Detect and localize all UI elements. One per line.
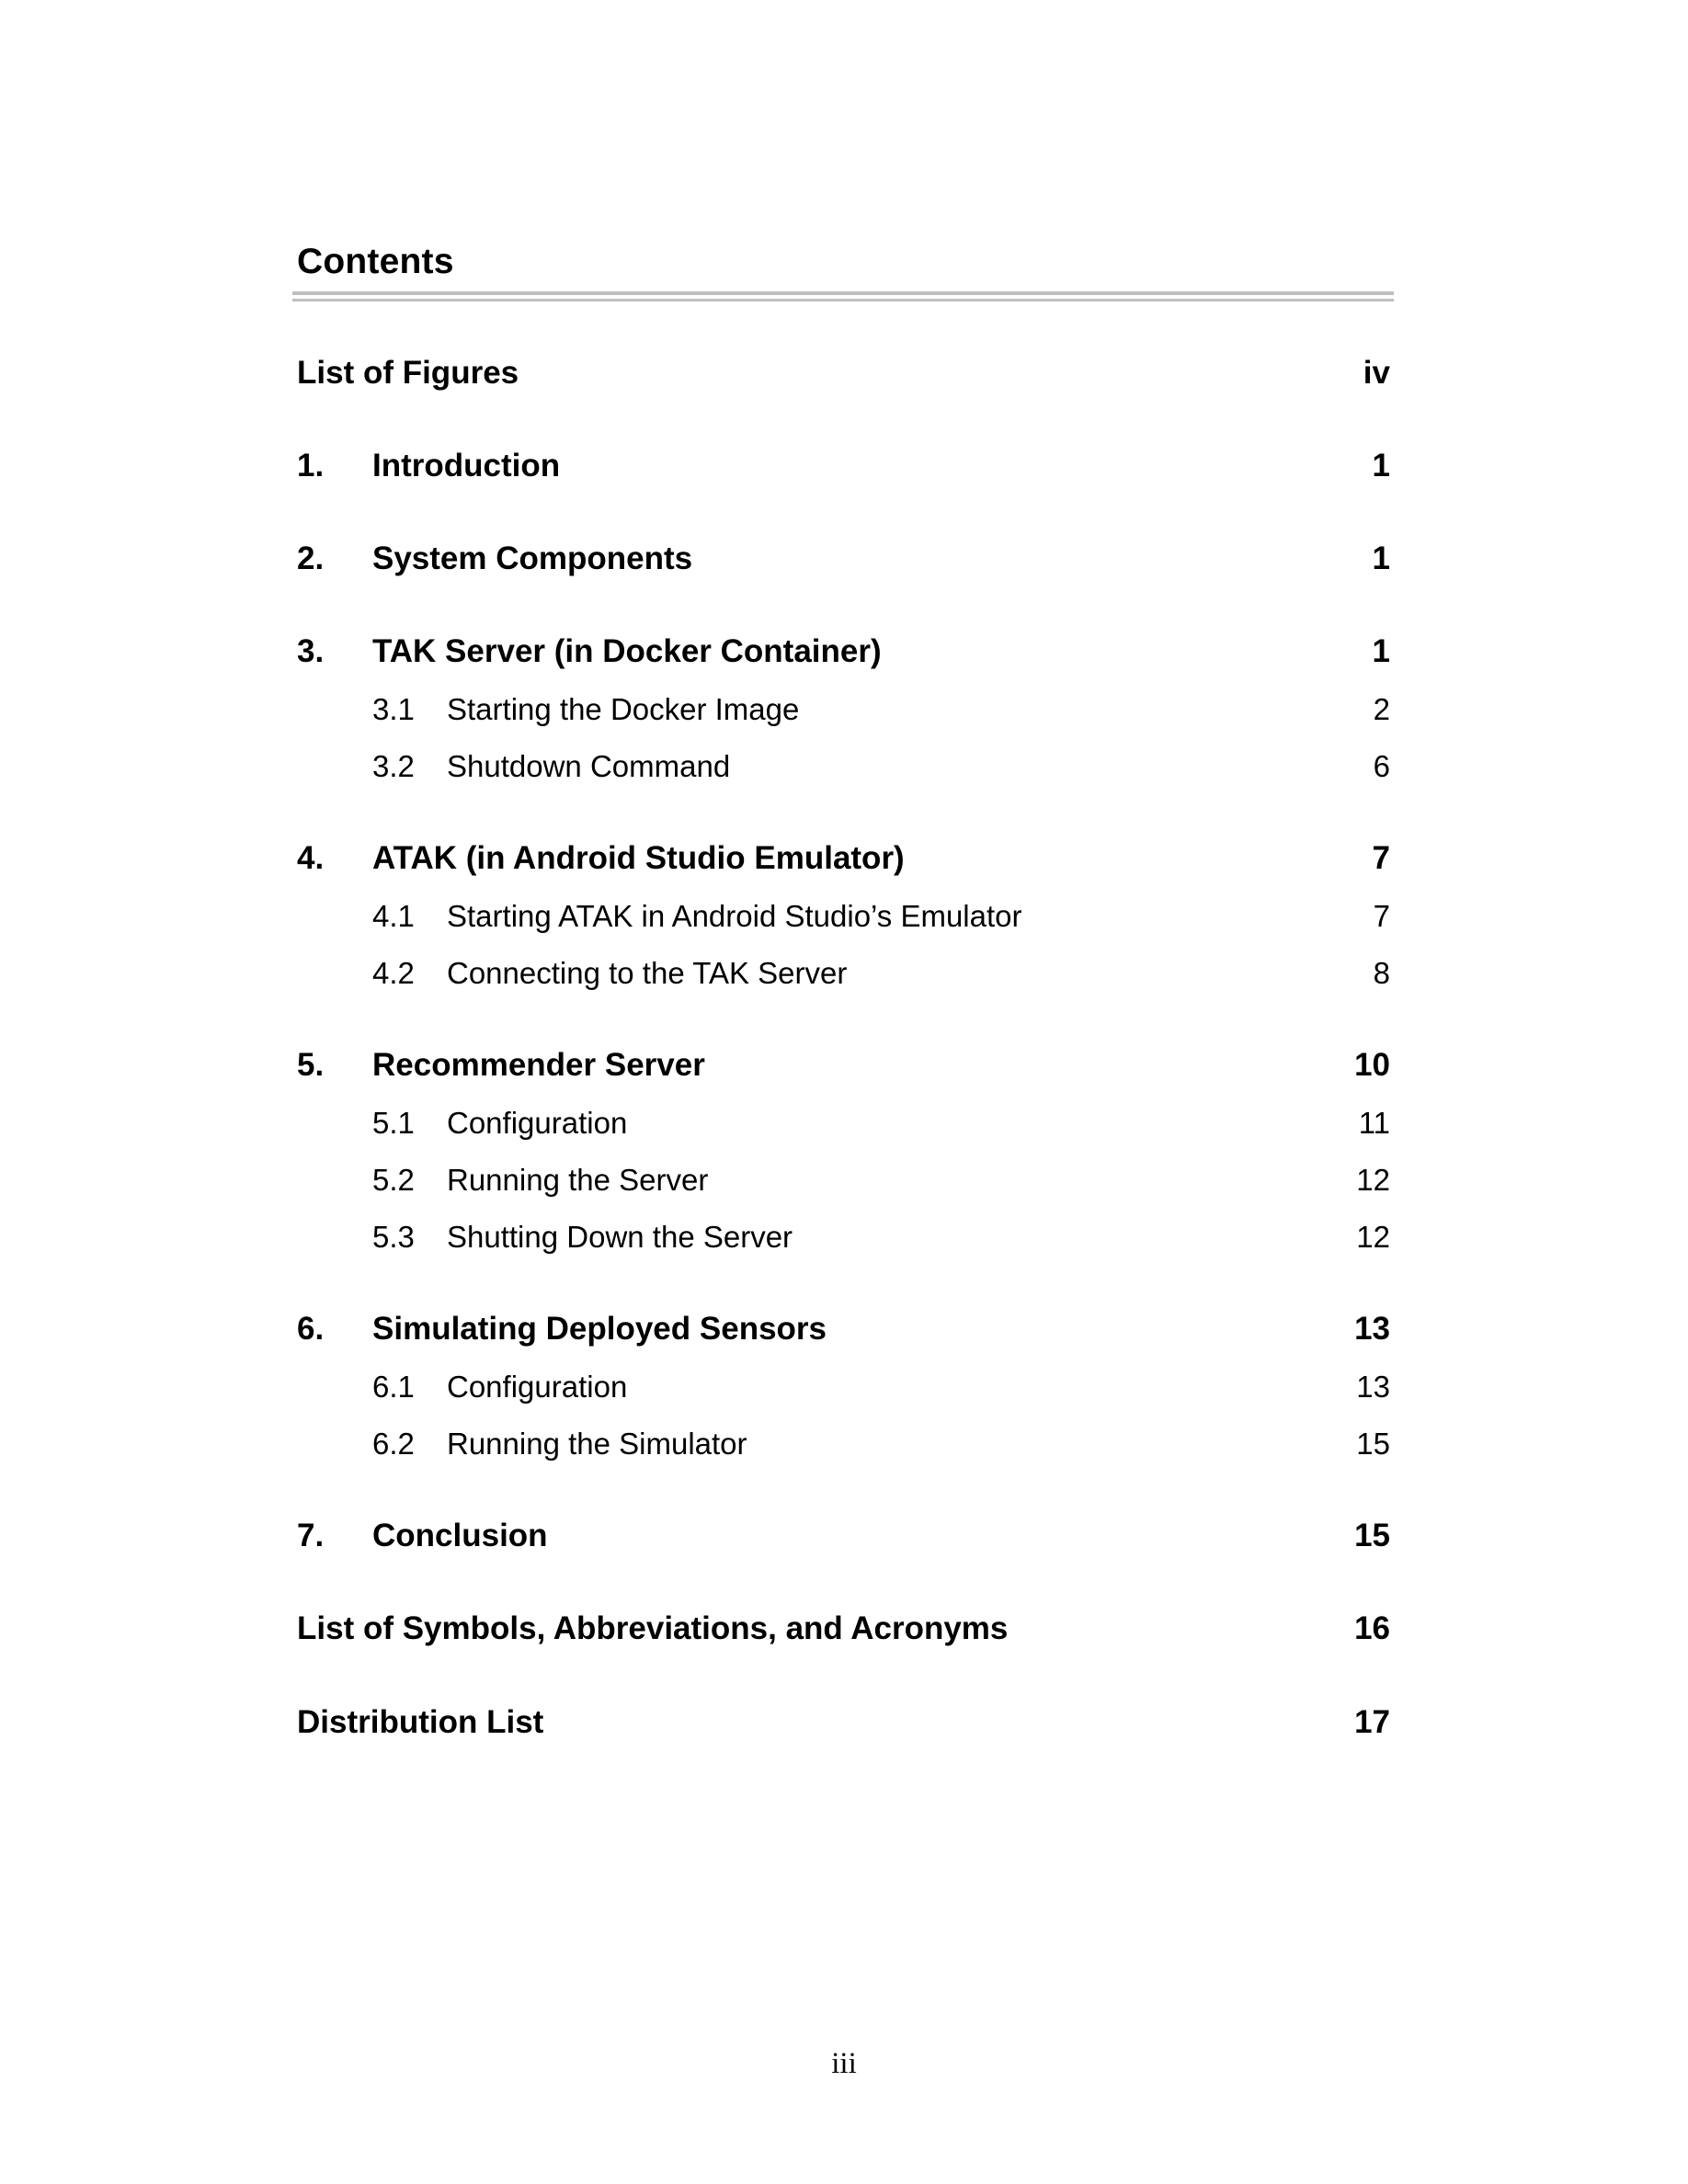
toc-entry-number: 4.2: [372, 956, 415, 990]
toc-entry-page: 7: [1373, 899, 1390, 933]
toc-entry-number: 6.2: [372, 1427, 415, 1461]
toc-entry-number: 2.: [297, 540, 325, 576]
toc-entry-page: 6: [1373, 749, 1390, 783]
toc-entry-number: 5.3: [372, 1220, 415, 1254]
toc-entry-configuration-5-1[interactable]: [297, 1101, 1390, 1145]
toc-entry-system-components[interactable]: [297, 537, 1390, 581]
toc-entry-page: 15: [1356, 1427, 1390, 1461]
toc-entry-page: 13: [1354, 1311, 1390, 1347]
toc-entry-list-of-symbols[interactable]: [297, 1607, 1390, 1651]
toc-entry-page: 11: [1358, 1106, 1390, 1140]
toc-entry-page: 12: [1356, 1163, 1390, 1197]
heading-rule-bottom: [292, 299, 1394, 301]
page-number: iii: [831, 2047, 857, 2080]
toc-entry-title: System Components: [372, 540, 693, 576]
toc-entry-page: 2: [1373, 692, 1390, 726]
heading-rule-top: [292, 291, 1394, 295]
toc-entry-number: 4.1: [372, 899, 415, 933]
toc-entry-title: Conclusion: [372, 1518, 548, 1553]
toc-entry-page: 15: [1354, 1518, 1390, 1553]
toc-entry-page: 1: [1372, 633, 1390, 669]
toc-entry-title: ATAK (in Android Studio Emulator): [372, 840, 905, 876]
toc-entry-title: Shutting Down the Server: [447, 1220, 793, 1254]
toc-entry-page: 16: [1354, 1610, 1390, 1646]
toc-entry-shutting-down-server[interactable]: [297, 1215, 1390, 1259]
toc-entry-page: 17: [1354, 1704, 1390, 1740]
toc-entry-page: 7: [1372, 840, 1390, 876]
toc-entry-page: 1: [1372, 540, 1390, 576]
toc-entry-number: 7.: [297, 1518, 325, 1553]
toc-entry-connecting-tak-server[interactable]: [297, 951, 1390, 995]
toc-entry-number: 3.2: [372, 749, 415, 783]
toc-entry-title: Shutdown Command: [447, 749, 731, 783]
toc-entry-title: TAK Server (in Docker Container): [372, 633, 882, 669]
toc-entry-page: 12: [1356, 1220, 1390, 1254]
contents-heading: Contents: [297, 242, 454, 281]
toc-entry-number: 5.: [297, 1047, 325, 1083]
toc-entry-simulating-sensors[interactable]: [297, 1307, 1390, 1351]
toc-entry-title: Running the Simulator: [447, 1427, 747, 1461]
toc-entry-distribution-list[interactable]: [297, 1701, 1390, 1745]
toc-entry-page: 13: [1356, 1370, 1390, 1404]
toc-entry-number: 5.1: [372, 1106, 415, 1140]
toc-entry-conclusion[interactable]: [297, 1514, 1390, 1558]
toc-entry-number: 3.: [297, 633, 325, 669]
toc-entry-shutdown-command[interactable]: [297, 745, 1390, 789]
toc-entry-number: 4.: [297, 840, 325, 876]
toc-entry-number: 3.1: [372, 692, 415, 726]
toc-entry-number: 6.: [297, 1311, 325, 1347]
toc-entry-title: Starting ATAK in Android Studio’s Emulator: [447, 899, 1022, 933]
toc-entry-title: Running the Server: [447, 1163, 709, 1197]
toc-entry-number: 5.2: [372, 1163, 415, 1197]
toc-entry-number: 1.: [297, 448, 325, 483]
toc-entry-title: Simulating Deployed Sensors: [372, 1311, 827, 1347]
toc-entry-title: Configuration: [447, 1370, 628, 1404]
toc-entry-running-simulator[interactable]: [297, 1422, 1390, 1466]
toc-entry-title: List of Figures: [297, 355, 519, 391]
toc-entry-title: Recommender Server: [372, 1047, 705, 1083]
toc-entry-number: 6.1: [372, 1370, 415, 1404]
toc-entry-tak-server[interactable]: [297, 630, 1390, 674]
toc-entry-page: iv: [1363, 355, 1390, 391]
toc-entry-title: Configuration: [447, 1106, 628, 1140]
toc-entry-recommender-server[interactable]: [297, 1043, 1390, 1087]
toc-entry-page: 1: [1372, 448, 1390, 483]
toc-entry-atak[interactable]: [297, 836, 1390, 881]
toc-entry-list-of-figures[interactable]: [297, 351, 1390, 395]
toc-entry-title: Connecting to the TAK Server: [447, 956, 848, 990]
toc-entry-title: Starting the Docker Image: [447, 692, 800, 726]
toc-entry-introduction[interactable]: [297, 444, 1390, 488]
toc-entry-starting-docker-image[interactable]: [297, 688, 1390, 732]
toc-entry-title: List of Symbols, Abbreviations, and Acronyms: [297, 1610, 1009, 1646]
toc-entry-title: Introduction: [372, 448, 561, 483]
toc-entry-starting-atak[interactable]: [297, 894, 1390, 938]
toc-entry-configuration-6-1[interactable]: [297, 1365, 1390, 1409]
toc-entry-running-server[interactable]: [297, 1158, 1390, 1202]
toc-entry-page: 10: [1354, 1047, 1390, 1083]
toc-entry-page: 8: [1373, 956, 1390, 990]
toc-entry-title: Distribution List: [297, 1704, 544, 1740]
